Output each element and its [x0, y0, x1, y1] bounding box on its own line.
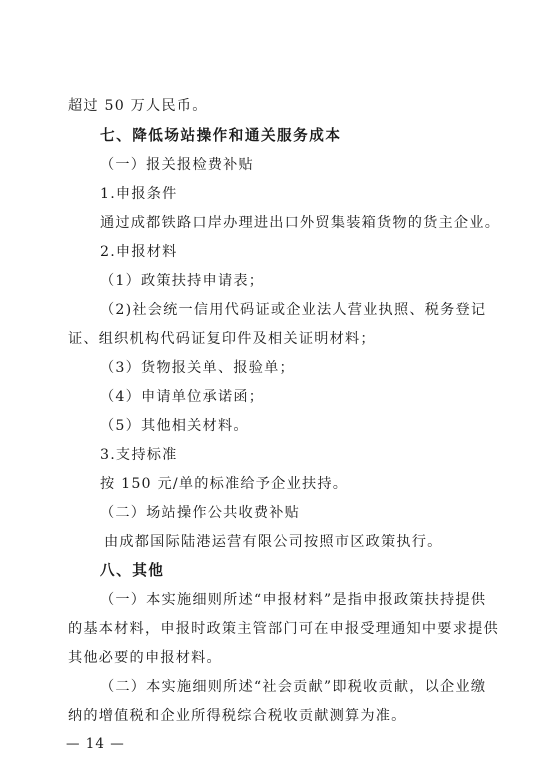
text-line: （4）申请单位承诺函；	[100, 389, 265, 405]
text-line: （一）本实施细则所述“申报材料”是指申报政策扶持提供	[100, 592, 487, 608]
section-heading: 八、其他	[100, 562, 165, 579]
text-line: 通过成都铁路口岸办理进出口外贸集装箱货物的货主企业。	[100, 215, 501, 231]
text-line: 超过 50 万人民币。	[68, 98, 208, 114]
text-line: （5）其他相关材料。	[100, 418, 249, 434]
subsection-heading: （二）场站操作公共收费补贴	[100, 505, 301, 521]
text-line: 2.申报材料	[100, 244, 178, 260]
text-line: （1）政策扶持申请表；	[100, 273, 265, 289]
text-line: （3）货物报关单、报验单；	[100, 360, 295, 376]
text-line: 纳的增值税和企业所得税综合税收贡献测算为准。	[68, 708, 407, 724]
page-number: — 14 —	[66, 736, 125, 752]
subsection-heading: （一）报关报检费补贴	[100, 157, 254, 173]
text-line: 的基本材料，申报时政策主管部门可在申报受理通知中要求提供	[68, 621, 499, 637]
section-heading: 七、降低场站操作和通关服务成本	[100, 127, 342, 144]
text-line: 由成都国际陆港运营有限公司按照市区政策执行。	[104, 534, 443, 550]
text-line: 其他必要的申报材料。	[68, 650, 222, 666]
text-line: 证、组织机构代码证复印件及相关证明材料；	[68, 331, 376, 347]
text-line: 按 150 元/单的标准给予企业扶持。	[100, 476, 349, 492]
text-line: （2)社会统一信用代码证或企业法人营业执照、税务登记	[100, 302, 487, 318]
text-line: （二）本实施细则所述“社会贡献”即税收贡献，以企业缴	[100, 679, 487, 695]
text-line: 1.申报条件	[100, 186, 178, 202]
text-line: 3.支持标准	[100, 447, 178, 463]
